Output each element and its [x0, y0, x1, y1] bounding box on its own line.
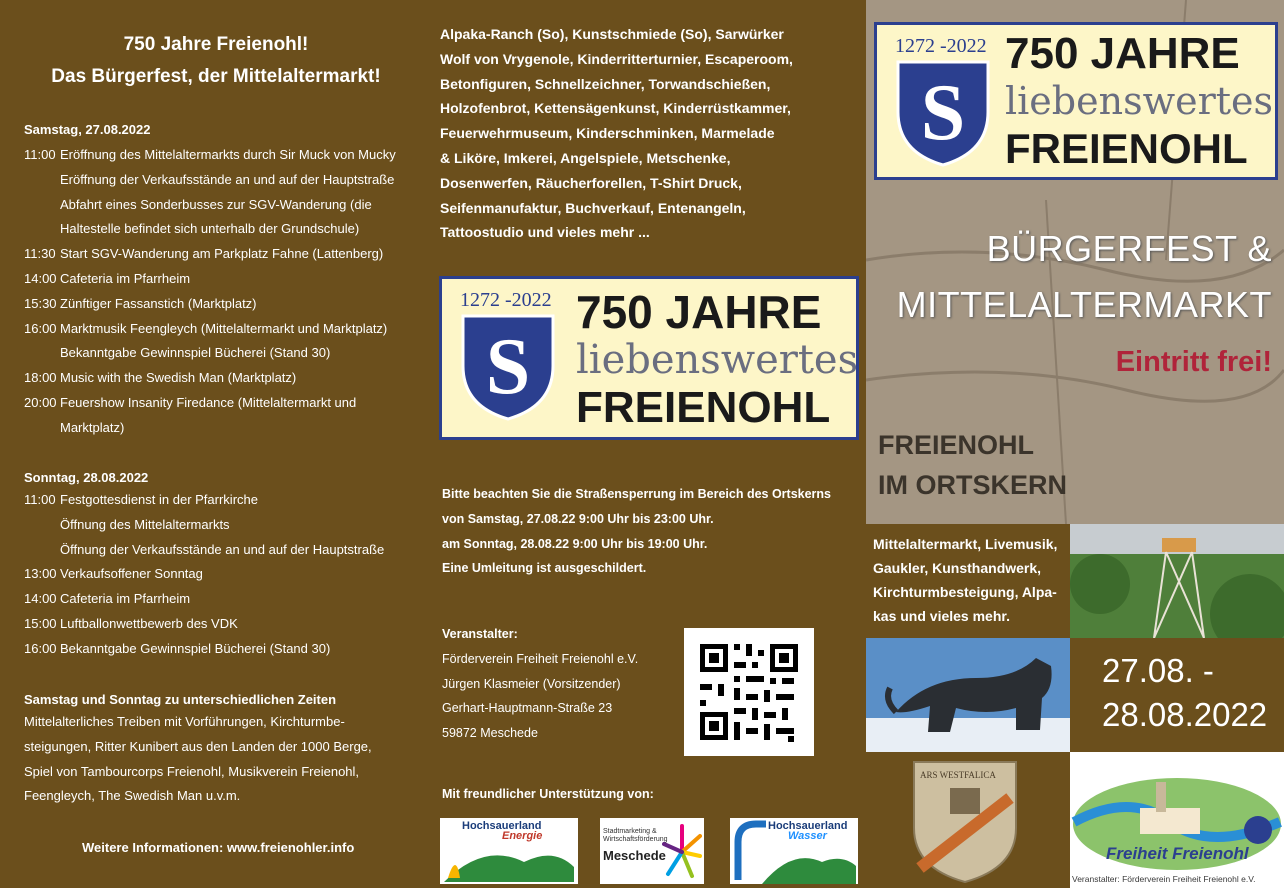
both-days-title: Samstag und Sonntag zu unterschiedlichen Zeiten — [24, 692, 337, 707]
middle-panel — [432, 0, 866, 888]
schedule-item — [24, 168, 424, 193]
schedule-item — [24, 341, 424, 366]
feature-line: Gaukler, Kunsthandwerk, — [873, 560, 1042, 576]
features-box — [866, 524, 1070, 638]
sponsor-label: Wirtschaftsförderung — [603, 836, 668, 843]
schedule-text: Öffnung des Mittelaltermarkts — [60, 516, 230, 532]
schedule-text: Bekanntgabe Gewinnspiel Bücherei (Stand 30) — [60, 640, 331, 656]
both-days-line: Feenglеych, The Swedish Man u.v.m. — [24, 788, 241, 804]
schedule-item — [24, 217, 424, 242]
location-line1: FREIENOHL — [878, 430, 1035, 460]
schedule-time — [24, 341, 60, 366]
feature-line: Mittelaltermarkt, Livemusik, — [873, 536, 1058, 552]
organizer-block — [442, 622, 638, 746]
logo-line1: 750 JAHRE — [1005, 29, 1240, 78]
schedule-time: 13:00 — [24, 566, 57, 582]
attractions-list — [440, 22, 793, 245]
date-end: 28.08.2022 — [1102, 696, 1268, 733]
schedule-time — [24, 416, 60, 441]
event-title-line2: MITTELALTERMARKT — [896, 284, 1272, 325]
schedule-time: 14:00 — [24, 591, 57, 607]
schedule-text: Luftballonwettbewerb des VDK — [60, 615, 238, 631]
notice-line: am Sonntag, 28.08.22 9:00 Uhr bis 19:00 Uhr. — [442, 536, 708, 551]
saturday-title: Samstag, 27.08.2022 — [24, 122, 151, 137]
attraction-line: Dosenwerfen, Räucherforellen, T-Shirt Druck, — [440, 174, 742, 191]
schedule-item — [24, 612, 424, 637]
schedule-text: Eröffnung der Verkaufsstände an und auf der Hauptstraße — [60, 171, 395, 187]
sponsor-hochsauerland-wasser[interactable] — [730, 818, 858, 884]
qr-code-icon[interactable] — [684, 628, 814, 756]
schedule-item — [24, 637, 424, 662]
organizer-line: Gerhart-Hauptmann-Straße 23 — [442, 701, 613, 716]
page-title-line1: 750 Jahre Freienohl! — [123, 34, 309, 55]
schedule-time: 18:00 — [24, 370, 57, 386]
logo-line2: liebenswertes — [576, 337, 859, 383]
schedule-text: Festgottesdienst in der Pfarrkirche — [60, 492, 258, 507]
schedule-time: 15:30 — [24, 295, 57, 311]
free-entry-label: Eintritt frei! — [1115, 346, 1272, 378]
sponsor-label: Meschede — [603, 848, 666, 863]
schedule-time — [24, 193, 60, 218]
left-panel — [0, 0, 432, 888]
header-anniversary-logo — [874, 22, 1278, 180]
anniversary-logo — [439, 276, 859, 440]
schedule-item — [24, 562, 424, 587]
logo-years: 1272 -2022 — [460, 289, 552, 311]
organizer-title: Veranstalter: — [442, 627, 518, 641]
attraction-line: Tattoostudio und vieles mehr ... — [440, 224, 650, 241]
schedule-text: Öffnung der Verkaufsstände an und auf der Hauptstraße — [60, 541, 385, 557]
schedule-item — [24, 193, 424, 218]
schedule-time: 11:00 — [24, 147, 56, 162]
attraction-line: Feuerwehrmuseum, Kinderschminken, Marmelade — [440, 125, 775, 142]
energy-hills-icon — [444, 842, 574, 882]
schedule-time: 16:00 — [24, 320, 57, 336]
both-days-line: steigungen, Ritter Kunibert aus den Landen der 1000 Berge, — [24, 738, 372, 754]
schedule-item — [24, 391, 424, 416]
schedule-text: Zünftiger Fassanstich (Marktplatz) — [60, 295, 257, 311]
schedule-text: Bekanntgabe Gewinnspiel Bücherei (Stand 30) — [60, 345, 331, 361]
schedule-time: 16:00 — [24, 640, 57, 656]
sponsor-label: Hochsauerland — [768, 820, 848, 832]
notice-line: Bitte beachten Sie die Straßensperrung im Bereich des Ortskerns — [442, 487, 832, 501]
sponsor-label: Hochsauerland — [462, 820, 542, 832]
right-panel — [866, 0, 1284, 888]
schedule-text: Music with the Swedish Man (Marktplatz) — [60, 370, 297, 386]
schedule-item — [24, 267, 424, 292]
svg-text:S: S — [485, 323, 531, 411]
sponsor-label: Energie — [502, 830, 543, 842]
sponsor-label: Wasser — [788, 830, 827, 842]
date-start: 27.08. - — [1102, 652, 1214, 689]
features-text — [873, 532, 1057, 628]
road-closure-notice — [442, 482, 831, 581]
both-days-line: Mittelalterliches Treiben mit Vorführungen, Kirchturmbe- — [24, 714, 345, 729]
attraction-line: Wolf von Vrygenole, Kinderritterturnier, Escaperoom, — [440, 50, 793, 67]
schedule-item — [24, 513, 424, 538]
attraction-line: Seifenmanufaktur, Buchverkauf, Entenangeln, — [440, 199, 746, 216]
svg-text:S: S — [920, 69, 966, 157]
schedule-time — [24, 217, 60, 242]
schedule-time — [24, 513, 60, 538]
attraction-line: Betonfiguren, Schnellzeichner, Torwandschießen, — [440, 75, 771, 92]
support-title: Mit freundlicher Unterstützung von: — [442, 787, 654, 801]
schedule-item — [24, 587, 424, 612]
water-hills-icon — [732, 818, 856, 884]
schedule-time — [24, 168, 60, 193]
schedule-item — [24, 143, 424, 168]
notice-line: Eine Umleitung ist ausgeschildert. — [442, 561, 647, 576]
schedule-item — [24, 488, 424, 513]
ars-westfalica-label: ARS WESTFALICA — [920, 770, 996, 780]
sunday-title: Sonntag, 28.08.2022 — [24, 470, 149, 485]
schedule-time: 15:00 — [24, 615, 57, 631]
lookout-tower-photo — [1070, 524, 1284, 638]
schedule-text: Start SGV-Wanderung am Parkplatz Fahne (Lattenberg) — [60, 246, 384, 262]
schedule-text: Marktmusik Feenglеych (Mittelaltermarkt und Marktplatz) — [60, 320, 388, 336]
schedule-time: 20:00 — [24, 394, 57, 410]
ars-westfalica-box — [866, 752, 1070, 888]
schedule-text: Feuershow Insanity Firedance (Mittelaltermarkt und — [60, 394, 357, 410]
freiheit-freienohl-logo — [1070, 752, 1284, 888]
more-info-link[interactable]: Weitere Informationen: www.freienohler.info — [82, 840, 355, 855]
organizer-line: Jürgen Klasmeier (Vorsitzender) — [442, 676, 621, 691]
logo-line3: FREIENOHL — [1005, 125, 1248, 172]
schedule-time: 14:00 — [24, 270, 57, 286]
coat-of-arms-icon — [458, 311, 558, 421]
notice-line: von Samstag, 27.08.22 9:00 Uhr bis 23:00 Uhr. — [442, 511, 714, 526]
schedule-text: Verkaufsoffener Sonntag — [60, 566, 203, 582]
schedule-time: 11:30 — [24, 246, 56, 262]
location-line2: IM ORTSKERN — [878, 470, 1067, 500]
sponsor-meschede[interactable] — [600, 818, 704, 884]
schedule-text: Cafeteria im Pfarrheim — [60, 270, 191, 286]
attraction-line: & Liköre, Imkerei, Angelspiele, Metschenke, — [440, 149, 731, 166]
logo-years: 1272 -2022 — [895, 35, 987, 57]
attraction-line: Holzofenbrot, Kettensägenkunst, Kinderrüstkammer, — [440, 100, 791, 117]
sunday-schedule — [24, 488, 424, 662]
both-days-line: Spiel von Tambourcorps Freienohl, Musikverein Freienohl, — [24, 763, 360, 779]
freiheit-logo-text: Freiheit Freienohl — [1106, 844, 1249, 863]
footer-organizer: Veranstalter: Förderverein Freiheit Freienohl e.V. — [1072, 874, 1256, 884]
logo-line1: 750 JAHRE — [576, 286, 822, 338]
schedule-item — [24, 317, 424, 342]
schedule-text: Cafeteria im Pfarrheim — [60, 591, 191, 607]
feature-line: Kirchturmbesteigung, Alpa- — [873, 584, 1057, 600]
schedule-text: Marktplatz) — [60, 419, 125, 435]
logo-line2: liebenswertes — [1005, 79, 1274, 123]
organizer-line: Förderverein Freiheit Freienohl e.V. — [442, 651, 639, 666]
starburst-icon — [662, 822, 702, 882]
cat-statue-photo — [866, 638, 1070, 752]
schedule-text: Eröffnung des Mittelaltermarkts durch Sir Muck von Mucky — [60, 147, 396, 162]
feature-line: kas und vieles mehr. — [873, 608, 1010, 624]
schedule-item — [24, 366, 424, 391]
schedule-time — [24, 538, 60, 563]
schedule-item — [24, 538, 424, 563]
schedule-item — [24, 242, 424, 267]
schedule-time: 11:00 — [24, 492, 56, 507]
page-title-line2: Das Bürgerfest, der Mittelaltermarkt! — [51, 66, 381, 87]
schedule-text: Haltestelle befindet sich unterhalb der Grundschule) — [60, 221, 360, 237]
organizer-line: 59872 Meschede — [442, 726, 538, 741]
schedule-item — [24, 292, 424, 317]
sponsor-hochsauerland-energie[interactable] — [440, 818, 578, 884]
saturday-schedule — [24, 143, 424, 441]
date-box — [1070, 638, 1284, 752]
coat-of-arms-icon — [893, 57, 993, 167]
sponsor-label: Stadtmarketing & — [603, 828, 657, 835]
schedule-text: Abfahrt eines Sonderbusses zur SGV-Wanderung (die — [60, 196, 372, 212]
schedule-item — [24, 416, 424, 441]
both-days-text — [24, 710, 424, 809]
event-title-line1: BÜRGERFEST & — [986, 228, 1272, 269]
attraction-line: Alpaka-Ranch (So), Kunstschmiede (So), Sarwürker — [440, 26, 784, 42]
logo-line3: FREIENOHL — [576, 383, 831, 432]
